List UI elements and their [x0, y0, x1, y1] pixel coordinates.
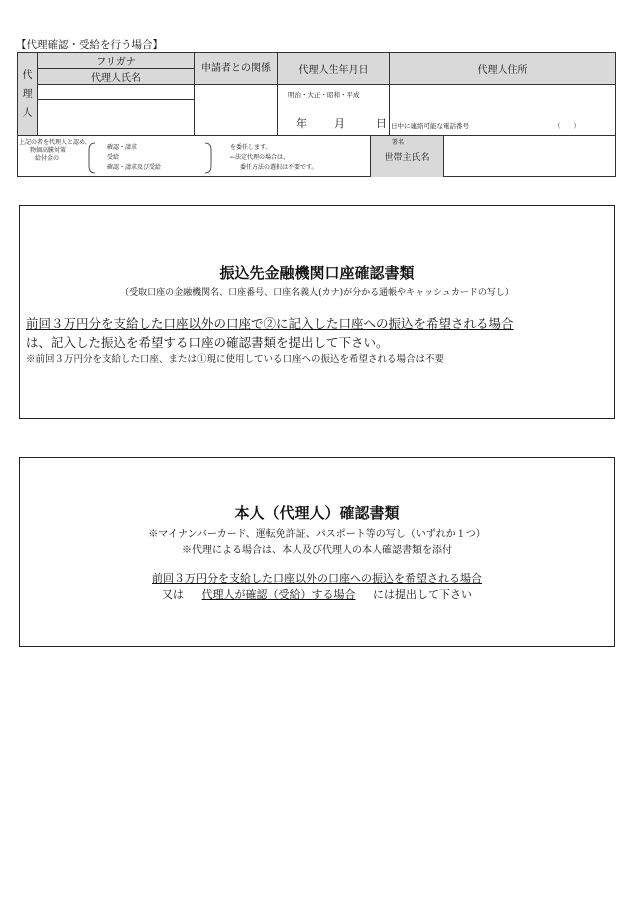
name-header: 代理人氏名	[38, 69, 195, 85]
bank-box-title: 振込先金融機関口座確認書類	[219, 264, 415, 282]
delegate-text2: ←法定代理の場合は、	[230, 154, 290, 161]
day-label: 日	[376, 117, 387, 130]
option-receive[interactable]: 受給	[107, 154, 120, 161]
era-options: 明治・大正・昭和・平成	[288, 91, 360, 99]
option-confirm-claim-receive[interactable]: 確認・請求及び受給	[107, 164, 162, 171]
bank-box-note: ※前回３万円分を支給した口座、または①現に使用している口座への振込を希望される場合は不要	[26, 354, 445, 365]
proxy-side-label: 代 理 人	[18, 53, 38, 136]
month-label: 月	[334, 117, 345, 130]
identity-doc-box	[19, 457, 615, 647]
id-box-line2-suffix: には提出して下さい	[373, 588, 472, 601]
address-input[interactable]	[390, 85, 616, 136]
bank-box-line1: 前回３万円分を支給した口座以外の口座で②に記入した口座への振込を希望される場合	[26, 316, 514, 331]
proxy-section-title: 【代理確認・受給を行う場合】	[16, 39, 163, 51]
delegation-line3: 給付金の	[35, 155, 60, 162]
id-box-line1: 前回３万円分を支給した口座以外の口座への振込を希望される場合	[152, 572, 482, 585]
right-bracket	[204, 142, 212, 174]
signature-label: 署名	[392, 139, 405, 146]
phone-paren: （ ）	[554, 122, 580, 130]
id-box-line2-underlined: 代理人が確認（受給）する場合	[201, 588, 356, 601]
furigana-input[interactable]	[38, 85, 195, 100]
bank-box-line2: は、記入した振込を希望する口座の確認書類を提出して下さい。	[26, 335, 389, 350]
option-confirm-claim[interactable]: 確認・請求	[107, 144, 138, 151]
delegation-line2: 物価高騰対策	[30, 147, 67, 154]
id-box-note1: ※マイナンバーカード、運転免許証、パスポート等の写し（いずれか１つ）	[148, 529, 486, 540]
name-input[interactable]	[38, 100, 195, 136]
id-box-title: 本人（代理人）確認書類	[234, 504, 400, 522]
id-box-line2	[20, 586, 614, 602]
id-box-line2-prefix: 又は	[162, 588, 184, 601]
birthdate-input[interactable]	[278, 85, 390, 136]
household-head-label: 世帯主氏名	[384, 153, 430, 163]
bank-account-doc-box	[19, 205, 615, 419]
birthdate-header: 代理人生年月日	[278, 53, 390, 85]
signature-input[interactable]	[390, 136, 616, 177]
delegate-text3: 委任方法の選択は不要です。	[240, 164, 318, 171]
address-header: 代理人住所	[390, 53, 616, 85]
furigana-header: フリガナ	[38, 53, 195, 69]
relation-header: 申請者との関係	[195, 53, 278, 85]
relation-input[interactable]	[195, 85, 278, 136]
id-box-note2: ※代理による場合は、本人及び代理人の本人確認書類を添付	[182, 545, 452, 556]
delegate-text1: を委任します。	[230, 144, 272, 151]
proxy-table	[17, 52, 616, 177]
year-label: 年	[296, 117, 307, 130]
phone-label: 日中に連絡可能な電話番号	[391, 122, 469, 130]
left-bracket	[88, 142, 96, 174]
bank-box-subtitle: （受取口座の金融機関名、口座番号、口座名義人(カナ)が分かる通帳やキャッシュカードの写し）	[120, 288, 514, 298]
delegation-line1: 上記の者を代理人と認め、	[19, 139, 91, 146]
